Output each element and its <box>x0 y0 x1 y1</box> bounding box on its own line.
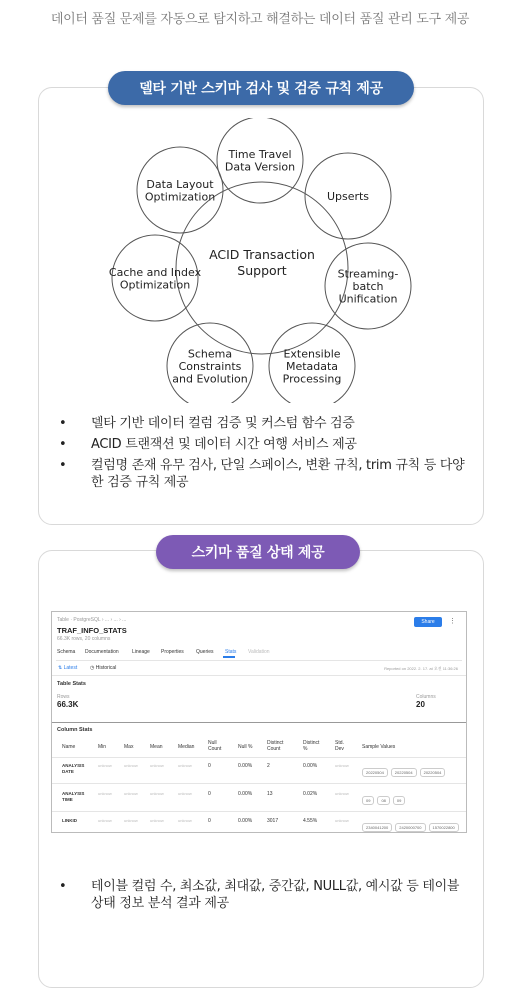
col-header-null-count: Null Count <box>208 740 222 752</box>
stats-cell: 0 <box>208 818 211 824</box>
section2-title-pill: 스키마 품질 상태 제공 <box>156 535 360 569</box>
tab-divider <box>56 660 462 661</box>
active-tab-indicator <box>223 656 235 658</box>
latest-icon: ⇅ <box>58 665 63 671</box>
page-subtitle: 데이터 품질 문제를 자동으로 탐지하고 해결하는 데이터 품질 관리 도구 제공 <box>50 12 470 27</box>
feature-node-label: Unification <box>338 292 398 306</box>
sample-values <box>362 789 408 807</box>
stats-cell: 13 <box>267 791 273 797</box>
stats-cell: unknow <box>335 763 349 768</box>
clock-icon: ◷ <box>90 665 95 671</box>
feature-node-label: Cache and Index <box>108 265 202 279</box>
col-header-name: Name <box>62 744 76 750</box>
rows-value: 66.3K <box>57 700 79 709</box>
feature-node-label: batch <box>352 280 384 293</box>
tab-queries[interactable]: Queries <box>196 649 214 655</box>
feature-node-label: Schema <box>187 347 233 361</box>
tab-validation[interactable]: Validation <box>248 649 270 655</box>
col-header-distinct-count: Distinct Count <box>267 740 284 752</box>
col-header-distinct-pct: Distinct % <box>303 740 320 752</box>
stats-cell: 0.00% <box>238 791 253 797</box>
feature-node-label: and Evolution <box>172 372 248 386</box>
stats-row-name: ANALYSIS <box>62 763 85 768</box>
bullet-item: • ACID 트랜잭션 및 데이터 시간 여행 서비스 제공 <box>59 437 357 452</box>
stats-cell: unknow <box>335 818 349 823</box>
feature-node-label: Time Travel <box>228 147 292 161</box>
section-divider <box>52 722 466 723</box>
rows-label: Rows <box>57 694 70 700</box>
center-label: ACID Transaction <box>209 247 315 262</box>
section1-bullet-list <box>56 415 466 495</box>
delta-feature-diagram <box>100 118 420 403</box>
sample-chip: 09 <box>393 796 405 805</box>
stats-cell: unknow <box>150 818 164 823</box>
sample-chip: 20220504 <box>420 768 446 777</box>
stats-cell: unknow <box>124 763 138 768</box>
stats-cell: unknow <box>150 791 164 796</box>
stats-cell: unknow <box>98 763 112 768</box>
stats-row-name: ANALYSIS <box>62 791 85 796</box>
table-name: TRAF_INFO_STATS <box>57 626 127 635</box>
col-header-mean: Mean <box>150 744 163 750</box>
stats-cell: 4.55% <box>303 818 318 824</box>
sample-chip: 20220504 <box>391 768 417 777</box>
stats-cell: 0.00% <box>238 763 253 769</box>
stats-cell: 0.00% <box>238 818 253 824</box>
col-header-std-dev: Std. Dev <box>335 740 344 752</box>
sample-chip: 2420000700 <box>395 823 425 832</box>
subtab-historical[interactable]: ◷ Historical <box>90 665 117 671</box>
col-header-max: Max <box>124 744 134 750</box>
column-stats-title: Column Stats <box>57 727 93 733</box>
tab-documentation[interactable]: Documentation <box>85 649 119 655</box>
col-header-min: Min <box>98 744 107 750</box>
header-divider <box>52 757 466 758</box>
bullet-item: • 컬럼명 존재 유무 검사, 단일 스페이스, 변환 규칙, trim 규칙 등 다양한 검증 규칙 제공 <box>59 458 465 490</box>
stats-cell: unknow <box>178 763 192 768</box>
bullet-item: • 델타 기반 데이터 컬럼 검증 및 커스텀 함수 검증 <box>59 416 355 431</box>
table-stats-title: Table Stats <box>57 681 86 687</box>
tab-lineage[interactable]: Lineage <box>132 649 150 655</box>
stats-cell: unknow <box>124 791 138 796</box>
stats-row-name: TIME <box>62 797 73 802</box>
stats-cell: 0.00% <box>303 763 318 769</box>
feature-node-label: Constraints <box>178 360 242 373</box>
stats-row-name: LINKID <box>62 818 77 823</box>
sample-chip: 1570022800 <box>429 823 459 832</box>
col-header-sample-values: Sample Values <box>362 744 396 750</box>
tab-schema[interactable]: Schema <box>57 649 76 655</box>
sample-values <box>362 816 462 833</box>
feature-node-label: Optimization <box>144 190 216 204</box>
stats-cell: unknow <box>98 791 112 796</box>
stats-cell: unknow <box>98 818 112 823</box>
stats-row-name: DATE <box>62 769 74 774</box>
share-button[interactable]: Share <box>414 617 442 627</box>
feature-node-label: Processing <box>282 372 342 386</box>
stats-cell: unknow <box>178 791 192 796</box>
feature-node-label: Extensible <box>283 347 341 361</box>
feature-node-label: Optimization <box>119 278 191 292</box>
sample-chip: 2340041200 <box>362 823 392 832</box>
sample-chip: 08 <box>377 796 389 805</box>
sample-chip: 20220504 <box>362 768 388 777</box>
stats-cell: 0 <box>208 763 211 769</box>
reported-timestamp: Reported on 2022. 2. 17. at 오전 11:36:26 <box>384 666 458 671</box>
feature-node-label: Metadata <box>285 360 339 373</box>
stats-cell: 2 <box>267 763 270 769</box>
section2-bullet-list <box>56 878 466 916</box>
tab-properties[interactable]: Properties <box>161 649 184 655</box>
table-meta: 66.3K rows, 20 columns <box>57 636 111 642</box>
stats-cell: 0 <box>208 791 211 797</box>
sample-values <box>362 761 448 779</box>
sample-chip: 09 <box>362 796 374 805</box>
columns-label: Columns <box>416 694 436 700</box>
stats-cell: unknow <box>335 791 349 796</box>
stats-cell: unknow <box>150 763 164 768</box>
row-divider <box>52 783 466 784</box>
feature-node-label: Streaming- <box>337 267 399 281</box>
columns-value: 20 <box>416 700 425 709</box>
stats-cell: unknow <box>178 818 192 823</box>
subtab-latest[interactable]: ⇅ Latest <box>58 665 78 671</box>
stats-cell: 3017 <box>267 818 279 824</box>
col-header-null-pct: Null % <box>238 744 253 750</box>
stats-cell: 0.02% <box>303 791 318 797</box>
feature-node-label: Upserts <box>326 190 370 203</box>
tab-stats[interactable]: Stats <box>225 649 237 655</box>
center-label: Support <box>237 263 287 278</box>
feature-node-label: Data Layout <box>146 177 214 191</box>
breadcrumb: Table · PostgreSQL › ... › ... › ... <box>57 617 127 623</box>
feature-node-label: Data Version <box>224 160 296 174</box>
divider <box>52 675 466 676</box>
row-divider <box>52 811 466 812</box>
stats-cell: unknow <box>124 818 138 823</box>
table-stats-screenshot <box>51 611 467 833</box>
col-header-median: Median <box>178 744 195 750</box>
more-options-icon[interactable]: ⋮ <box>449 618 456 625</box>
bullet-item: • 테이블 컬럼 수, 최소값, 최대값, 중간값, NULL값, 예시값 등 테이블 상태 정보 분석 결과 제공 <box>59 879 460 911</box>
section1-title-pill: 델타 기반 스키마 검사 및 검증 규칙 제공 <box>108 71 414 105</box>
